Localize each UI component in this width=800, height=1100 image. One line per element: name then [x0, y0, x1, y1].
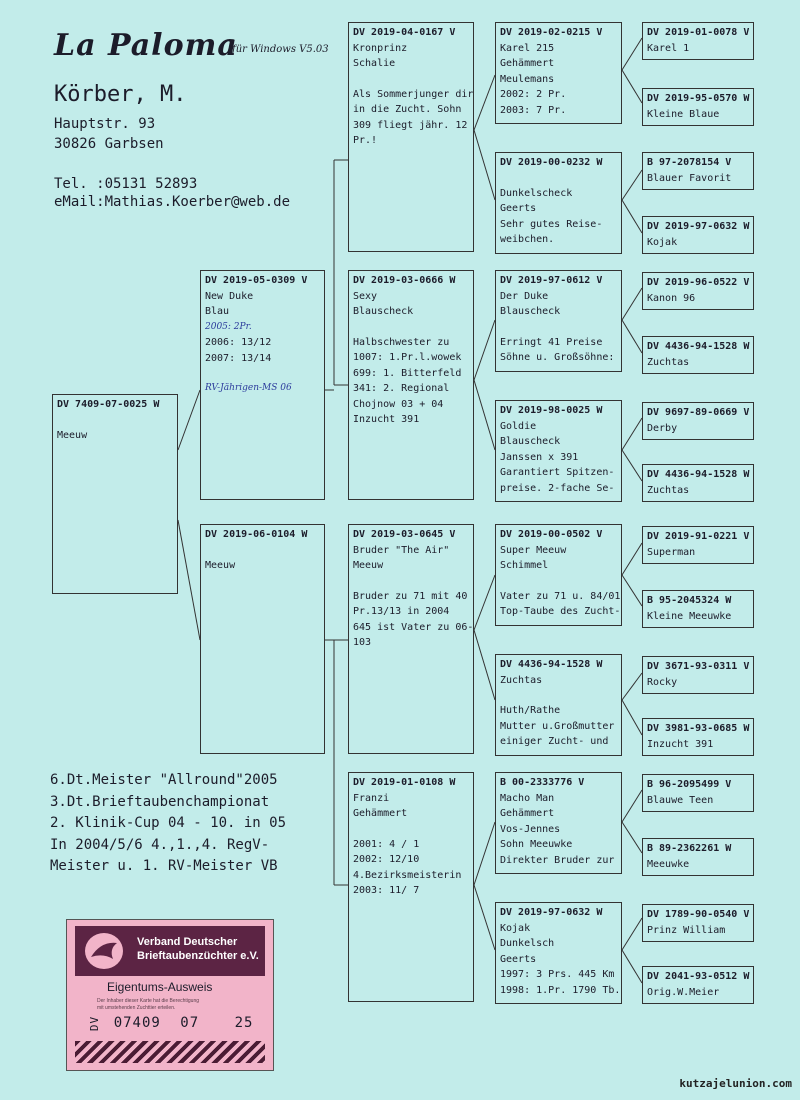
note-line: Chojnow 03 + 04	[353, 398, 444, 410]
note-line: einiger Zucht- und	[500, 736, 609, 747]
pedigree-g4-box	[642, 526, 754, 564]
note-line: 699: 1. Bitterfeld	[353, 367, 462, 379]
connector	[622, 790, 642, 822]
ring-number: DV 2019-01-0078 V	[647, 27, 750, 38]
result-line: 2007: 13/14	[205, 352, 272, 364]
app-version: für Windows V5.03	[232, 44, 329, 55]
connector	[622, 70, 642, 103]
ring-number: DV 9697-89-0669 V	[647, 407, 750, 418]
pedigree-g4-box	[642, 904, 754, 942]
note-line: Erringt 41 Preise	[500, 336, 603, 348]
note-line: Zuchtas	[500, 674, 543, 686]
note-line: 1007: 1.Pr.l.wowek	[353, 352, 462, 363]
owner-name: Körber, M.	[54, 82, 187, 107]
ring-number: DV 2019-98-0025 W	[500, 405, 603, 416]
note-line: 2002: 12/10	[353, 854, 420, 865]
ring-number: DV 1789-90-0540 V	[647, 909, 750, 920]
fine-line: mit umstehenden Zuchttier erteilen.	[97, 1005, 176, 1011]
ring-number: DV 2041-93-0512 W	[647, 971, 750, 982]
bird-name: Prinz William	[647, 924, 726, 936]
note-line: Kojak	[500, 922, 531, 934]
pedigree-g4-box	[642, 88, 754, 126]
connector	[622, 200, 642, 233]
blank-line	[57, 413, 173, 428]
bird-name: Zuchtas	[647, 356, 690, 368]
note-line: Geerts	[500, 953, 537, 965]
note-line: Pr.13/13 in 2004	[353, 606, 450, 617]
ring-number: DV 2019-97-0612 V	[500, 275, 603, 286]
note-line: 309 fliegt jähr. 12	[353, 119, 468, 131]
pedigree-g4-box	[642, 216, 754, 254]
card-fine-print	[97, 998, 199, 1012]
achievement-line: 2. Klinik-Cup 04 - 10. in 05	[50, 815, 287, 831]
owner-phone: Tel. :05131 52893	[54, 176, 198, 192]
pedigree-g4-box	[642, 22, 754, 60]
bird-color: Gehämmert	[353, 808, 408, 819]
note-line: Pr.!	[353, 135, 378, 146]
org-name	[137, 935, 259, 963]
connector	[622, 543, 642, 575]
pedigree-g4-box	[642, 838, 754, 876]
note-line: Super Meeuw	[500, 544, 567, 556]
pedigree-subject	[52, 394, 178, 594]
connector	[474, 380, 495, 450]
card-year: 07	[180, 1015, 200, 1031]
pedigree-g4-box	[642, 966, 754, 1004]
pedigree-g4-box	[642, 718, 754, 756]
connector	[622, 170, 642, 200]
bird-name: Kanon 96	[647, 292, 696, 304]
note-line: Als Sommerjunger dir	[353, 88, 474, 100]
connector	[622, 450, 642, 481]
pedigree-g4-box	[642, 272, 754, 310]
note-line: Janssen x 391	[500, 451, 579, 463]
note-line: Sehr gutes Reise-	[500, 218, 603, 230]
fine-line: Der Inhaber dieser Karte hat die Berechtigung	[97, 998, 200, 1004]
note-line: 2002: 2 Pr.	[500, 89, 567, 100]
bird-name: Blauwe Teen	[647, 794, 714, 806]
connector	[474, 575, 495, 630]
ring-number: DV 4436-94-1528 W	[500, 659, 603, 670]
note-line: 2003: 11/ 7	[353, 885, 420, 896]
bird-name: Kleine Meeuwke	[647, 610, 732, 622]
ring-number: DV 2019-97-0632 W	[647, 221, 750, 232]
connector	[474, 75, 495, 130]
note-line: Macho Man	[500, 792, 555, 804]
ring-number: B 96-2095499 V	[647, 779, 732, 790]
connector	[622, 950, 642, 983]
blank-line	[353, 72, 469, 87]
note-line: Dunkelscheck	[500, 187, 573, 199]
bird-color: Meeuw	[57, 429, 88, 441]
pedigree-g3-box	[495, 22, 622, 124]
pedigree-g3-box	[495, 152, 622, 254]
connector	[474, 320, 495, 380]
pigeon-icon	[83, 931, 125, 971]
note-line: Vater zu 71 u. 84/01	[500, 590, 621, 602]
ring-number: DV 3981-93-0685 W	[647, 723, 750, 734]
achievement-line: Meister u. 1. RV-Meister VB	[50, 858, 278, 874]
bird-name: Sexy	[353, 290, 378, 302]
ring-number: DV 2019-96-0522 V	[647, 277, 750, 288]
connector	[474, 630, 495, 700]
owner-city: 30826 Garbsen	[54, 136, 164, 152]
ring-number: DV 7409-07-0025 W	[57, 399, 160, 410]
connector	[622, 918, 642, 950]
note-line: Goldie	[500, 420, 537, 432]
note-line: 103	[353, 637, 372, 648]
connector	[622, 575, 642, 606]
achievement-line: 3.Dt.Brieftaubenchampionat	[50, 793, 270, 810]
ring-number: DV 4436-94-1528 W	[647, 469, 750, 480]
note-line: weibchen.	[500, 234, 555, 245]
connector	[622, 673, 642, 700]
ring-number: DV 2019-02-0215 V	[500, 27, 603, 38]
note-line: Vos-Jennes	[500, 823, 561, 835]
connector	[622, 700, 642, 735]
connector	[474, 885, 495, 950]
note-line: Huth/Rathe	[500, 705, 561, 716]
achievements	[50, 770, 286, 878]
ring-number: DV 2019-06-0104 W	[205, 529, 308, 540]
pedigree-g2-box	[348, 270, 474, 500]
connector	[178, 520, 200, 640]
pedigree-g2-box	[348, 524, 474, 754]
note-line: Halbschwester zu	[353, 336, 450, 348]
note-line: Top-Taube des Zucht-	[500, 606, 621, 617]
pedigree-g2-box	[348, 22, 474, 252]
pedigree-g3-box	[495, 270, 622, 372]
ownership-card	[66, 919, 274, 1071]
bird-name: Orig.W.Meier	[647, 986, 720, 998]
bird-color: Schalie	[353, 58, 396, 69]
card-header	[75, 926, 265, 976]
note-line: Gehämmert	[500, 58, 555, 69]
ring-number: DV 2019-00-0232 W	[500, 157, 603, 168]
ring-number: B 89-2362261 W	[647, 843, 732, 854]
note-line: Der Duke	[500, 290, 549, 302]
ring-number: DV 2019-91-0221 V	[647, 531, 750, 542]
note-line: Sohn Meeuwke	[500, 839, 573, 850]
blank-line	[205, 543, 320, 558]
note-line: 4.Bezirksmeisterin	[353, 869, 462, 881]
org-line: Verband Deutscher	[137, 936, 238, 948]
card-title: Eigentums-Ausweis	[107, 980, 213, 994]
bird-name: New Duke	[205, 290, 254, 302]
ring-number: DV 3671-93-0311 V	[647, 661, 750, 672]
pedigree-g3-box	[495, 524, 622, 626]
note-line: Söhne u. Großsöhne:	[500, 352, 615, 363]
handwritten-note: RV-Jährigen-MS 06	[205, 383, 292, 393]
bird-name: Inzucht 391	[647, 738, 714, 750]
owner-email: eMail:Mathias.Koerber@web.de	[54, 194, 291, 210]
blank-line	[500, 574, 617, 589]
bird-name: Superman	[647, 546, 696, 558]
achievement-line: 6.Dt.Meister "Allround"2005	[50, 772, 278, 788]
note-line: Inzucht 391	[353, 414, 420, 425]
connector	[622, 822, 642, 853]
note-line: Geerts	[500, 203, 537, 214]
pedigree-g4-box	[642, 464, 754, 502]
ring-number: B 95-2045324 W	[647, 595, 732, 606]
note-line: Blauscheck	[500, 306, 561, 317]
card-pattern-strip	[75, 1041, 265, 1063]
pedigree-sire	[200, 270, 325, 500]
bird-name: Kronprinz	[353, 42, 408, 54]
pedigree-g4-box	[642, 336, 754, 374]
pedigree-g2-box	[348, 772, 474, 1002]
pedigree-g3-box	[495, 654, 622, 756]
note-line: Direkter Bruder zur	[500, 854, 615, 866]
note-line: in die Zucht. Sohn	[353, 104, 462, 115]
note-line: Mutter u.Großmutter	[500, 720, 615, 732]
blank-line	[353, 822, 469, 837]
note-line: 341: 2. Regional	[353, 383, 450, 394]
pedigree-g4-box	[642, 152, 754, 190]
bird-name: Zuchtas	[647, 484, 690, 496]
note-line: Bruder zu 71 mit 40	[353, 590, 468, 602]
bird-name: Kojak	[647, 236, 678, 248]
pedigree-g3-box	[495, 902, 622, 1004]
connector	[622, 418, 642, 450]
note-line: Schimmel	[500, 560, 549, 571]
bird-name: Bruder "The Air"	[353, 544, 450, 556]
blank-line	[353, 574, 469, 589]
pedigree-g4-box	[642, 774, 754, 812]
bird-name: Franzi	[353, 792, 390, 804]
org-line: Brieftaubenzüchter e.V.	[137, 950, 259, 962]
ring-number: DV 2019-03-0645 V	[353, 529, 456, 540]
ring-number: B 00-2333776 V	[500, 777, 585, 788]
ring-number: DV 2019-03-0666 W	[353, 275, 456, 286]
bird-color: Meeuw	[205, 559, 236, 571]
ring-number: DV 2019-00-0502 V	[500, 529, 603, 540]
card-number	[87, 1015, 253, 1031]
note-line: 1998: 1.Pr. 1790 Tb.	[500, 984, 621, 996]
pedigree-g3-box	[495, 400, 622, 502]
note-line: preise. 2-fache Se-	[500, 482, 615, 494]
bird-name: Blauer Favorit	[647, 172, 732, 184]
connector	[622, 38, 642, 70]
connector	[474, 822, 495, 885]
note-line: Karel 215	[500, 42, 555, 54]
connector	[622, 320, 642, 353]
connector	[178, 390, 200, 450]
connector	[474, 130, 495, 200]
bird-name: Karel 1	[647, 42, 690, 54]
note-line: 2001: 4 / 1	[353, 838, 420, 850]
bird-color: Blau	[205, 306, 230, 317]
bird-color: Meeuw	[353, 560, 384, 571]
owner-street: Hauptstr. 93	[54, 116, 156, 132]
card-ring-number: 25	[234, 1015, 254, 1031]
ring-number: DV 2019-04-0167 V	[353, 27, 456, 38]
result-line: 2006: 13/12	[205, 337, 272, 348]
connector	[622, 288, 642, 320]
blank-line	[500, 171, 617, 186]
note-line: Garantiert Spitzen-	[500, 467, 615, 478]
note-line: 2003: 7 Pr.	[500, 104, 567, 116]
note-line: 645 ist Vater zu 06-	[353, 621, 474, 633]
note-line: Blauscheck	[500, 436, 561, 447]
card-country: DV	[88, 1015, 102, 1032]
bird-color: Blauscheck	[353, 306, 414, 317]
ring-number: DV 2019-01-0108 W	[353, 777, 456, 788]
pedigree-g3-box	[495, 772, 622, 874]
pedigree-dam	[200, 524, 325, 754]
ring-number: DV 2019-95-0570 W	[647, 93, 750, 104]
card-member-number: 07409	[113, 1015, 161, 1031]
note-line: Gehämmert	[500, 808, 555, 819]
handwritten-note: 2005: 2Pr.	[205, 321, 252, 332]
blank-line	[353, 320, 469, 335]
pedigree-g4-box	[642, 402, 754, 440]
pedigree-g4-box	[642, 590, 754, 628]
note-line: Dunkelsch	[500, 938, 555, 949]
watermark: kutzajelunion.com	[679, 1077, 792, 1090]
bird-name: Rocky	[647, 676, 678, 688]
ring-number: DV 2019-05-0309 V	[205, 275, 308, 286]
blank-line	[205, 366, 320, 381]
achievement-line: In 2004/5/6 4.,1.,4. RegV-	[50, 836, 270, 853]
ring-number: DV 4436-94-1528 W	[647, 341, 750, 352]
blank-line	[500, 688, 617, 703]
bird-name: Derby	[647, 422, 678, 434]
note-line: 1997: 3 Prs. 445 Km	[500, 969, 615, 980]
app-logo: La Paloma	[54, 28, 238, 63]
bird-name: Kleine Blaue	[647, 108, 720, 120]
blank-line	[500, 320, 617, 335]
pedigree-g4-box	[642, 656, 754, 694]
bird-name: Meeuwke	[647, 858, 690, 870]
note-line: Meulemans	[500, 73, 555, 85]
ring-number: DV 2019-97-0632 W	[500, 907, 603, 918]
ring-number: B 97-2078154 V	[647, 157, 732, 168]
